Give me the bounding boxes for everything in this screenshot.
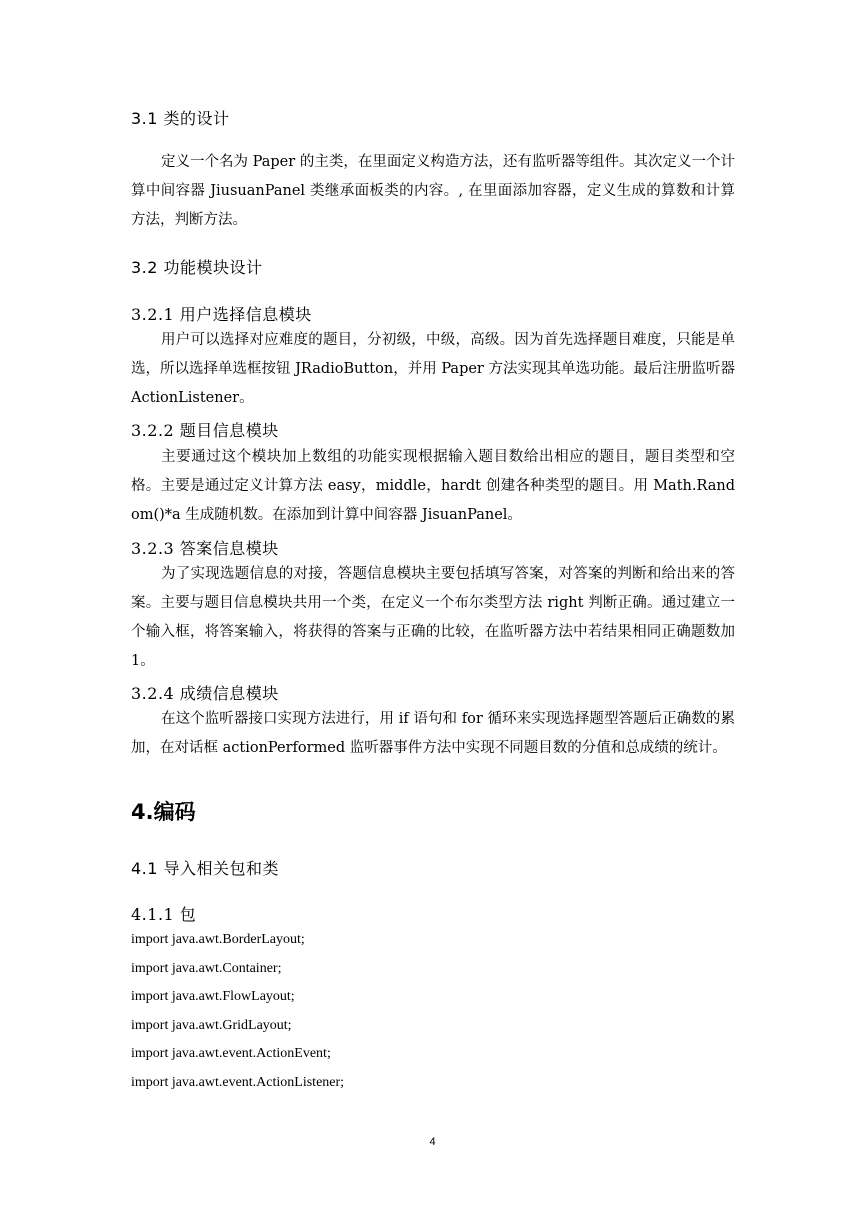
section-heading-4-1: 4.1 导入相关包和类 [131, 859, 280, 878]
import-list [131, 926, 344, 1097]
import-line: import java.awt.FlowLayout; [131, 989, 295, 1004]
section-paragraph-3-2-3: 为了实现选题信息的对接，答题信息模块主要包括填写答案，对答案的判断和给出来的答案。主要与题目信息模块共用一个类，在定义一个布尔类型方法 right 判断正确。通过建立一个输入框，将答案输入，将获得的答案与正确的比较，在监听器方法中若结果相同正确题数加 1。 [131, 566, 735, 669]
section-heading-4-1-1: 4.1.1 包 [131, 905, 197, 924]
section-heading-3-2-3: 3.2.3 答案信息模块 [131, 539, 279, 558]
section-heading-3-1: 3.1 类的设计 [131, 109, 230, 128]
section-paragraph-3-2-4: 在这个监听器接口实现方法进行，用 if 语句和 for 循环来实现选择题型答题后正确数的累加，在对话框 actionPerformed 监听器事件方法中实现不同题目数的分值和总成绩的统计。 [131, 711, 735, 756]
chapter-heading-4: 4.编码 [131, 800, 196, 824]
section-paragraph-3-2-2: 主要通过这个模块加上数组的功能实现根据输入题目数给出相应的题目，题目类型和空格。主要是通过定义计算方法 easy，middle，hardt 创建各种类型的题目。用 Math.Random()*a 生成随机数。在添加到计算中间容器 JisuanPanel。 [131, 449, 735, 523]
page-number: 4 [429, 1136, 436, 1148]
import-line: import java.awt.GridLayout; [131, 1017, 292, 1033]
section-heading-3-2-2: 3.2.2 题目信息模块 [131, 421, 279, 440]
import-line: import java.awt.BorderLayout; [131, 932, 305, 947]
section-heading-3-2-1: 3.2.1 用户选择信息模块 [131, 305, 312, 324]
section-paragraph-3-1: 定义一个名为 Paper 的主类，在里面定义构造方法，还有监听器等组件。其次定义一个计算中间容器 JiusuanPanel 类继承面板类的内容。, 在里面添加容器，定义生成的算数和计算方法，判断方法。 [131, 154, 735, 228]
import-line: import java.awt.event.ActionListener; [131, 1074, 345, 1090]
section-heading-3-2-4: 3.2.4 成绩信息模块 [131, 684, 279, 703]
section-heading-3-2: 3.2 功能模块设计 [131, 258, 263, 277]
import-line: import java.awt.Container; [131, 960, 282, 976]
section-paragraph-3-2-1: 用户可以选择对应难度的题目，分初级，中级，高级。因为首先选择题目难度，只能是单选，所以选择单选框按钮 JRadioButton，并用 Paper 方法实现其单选功能。最后注册监听器 ActionListener。 [131, 332, 735, 406]
import-line: import java.awt.event.ActionEvent; [131, 1046, 331, 1061]
